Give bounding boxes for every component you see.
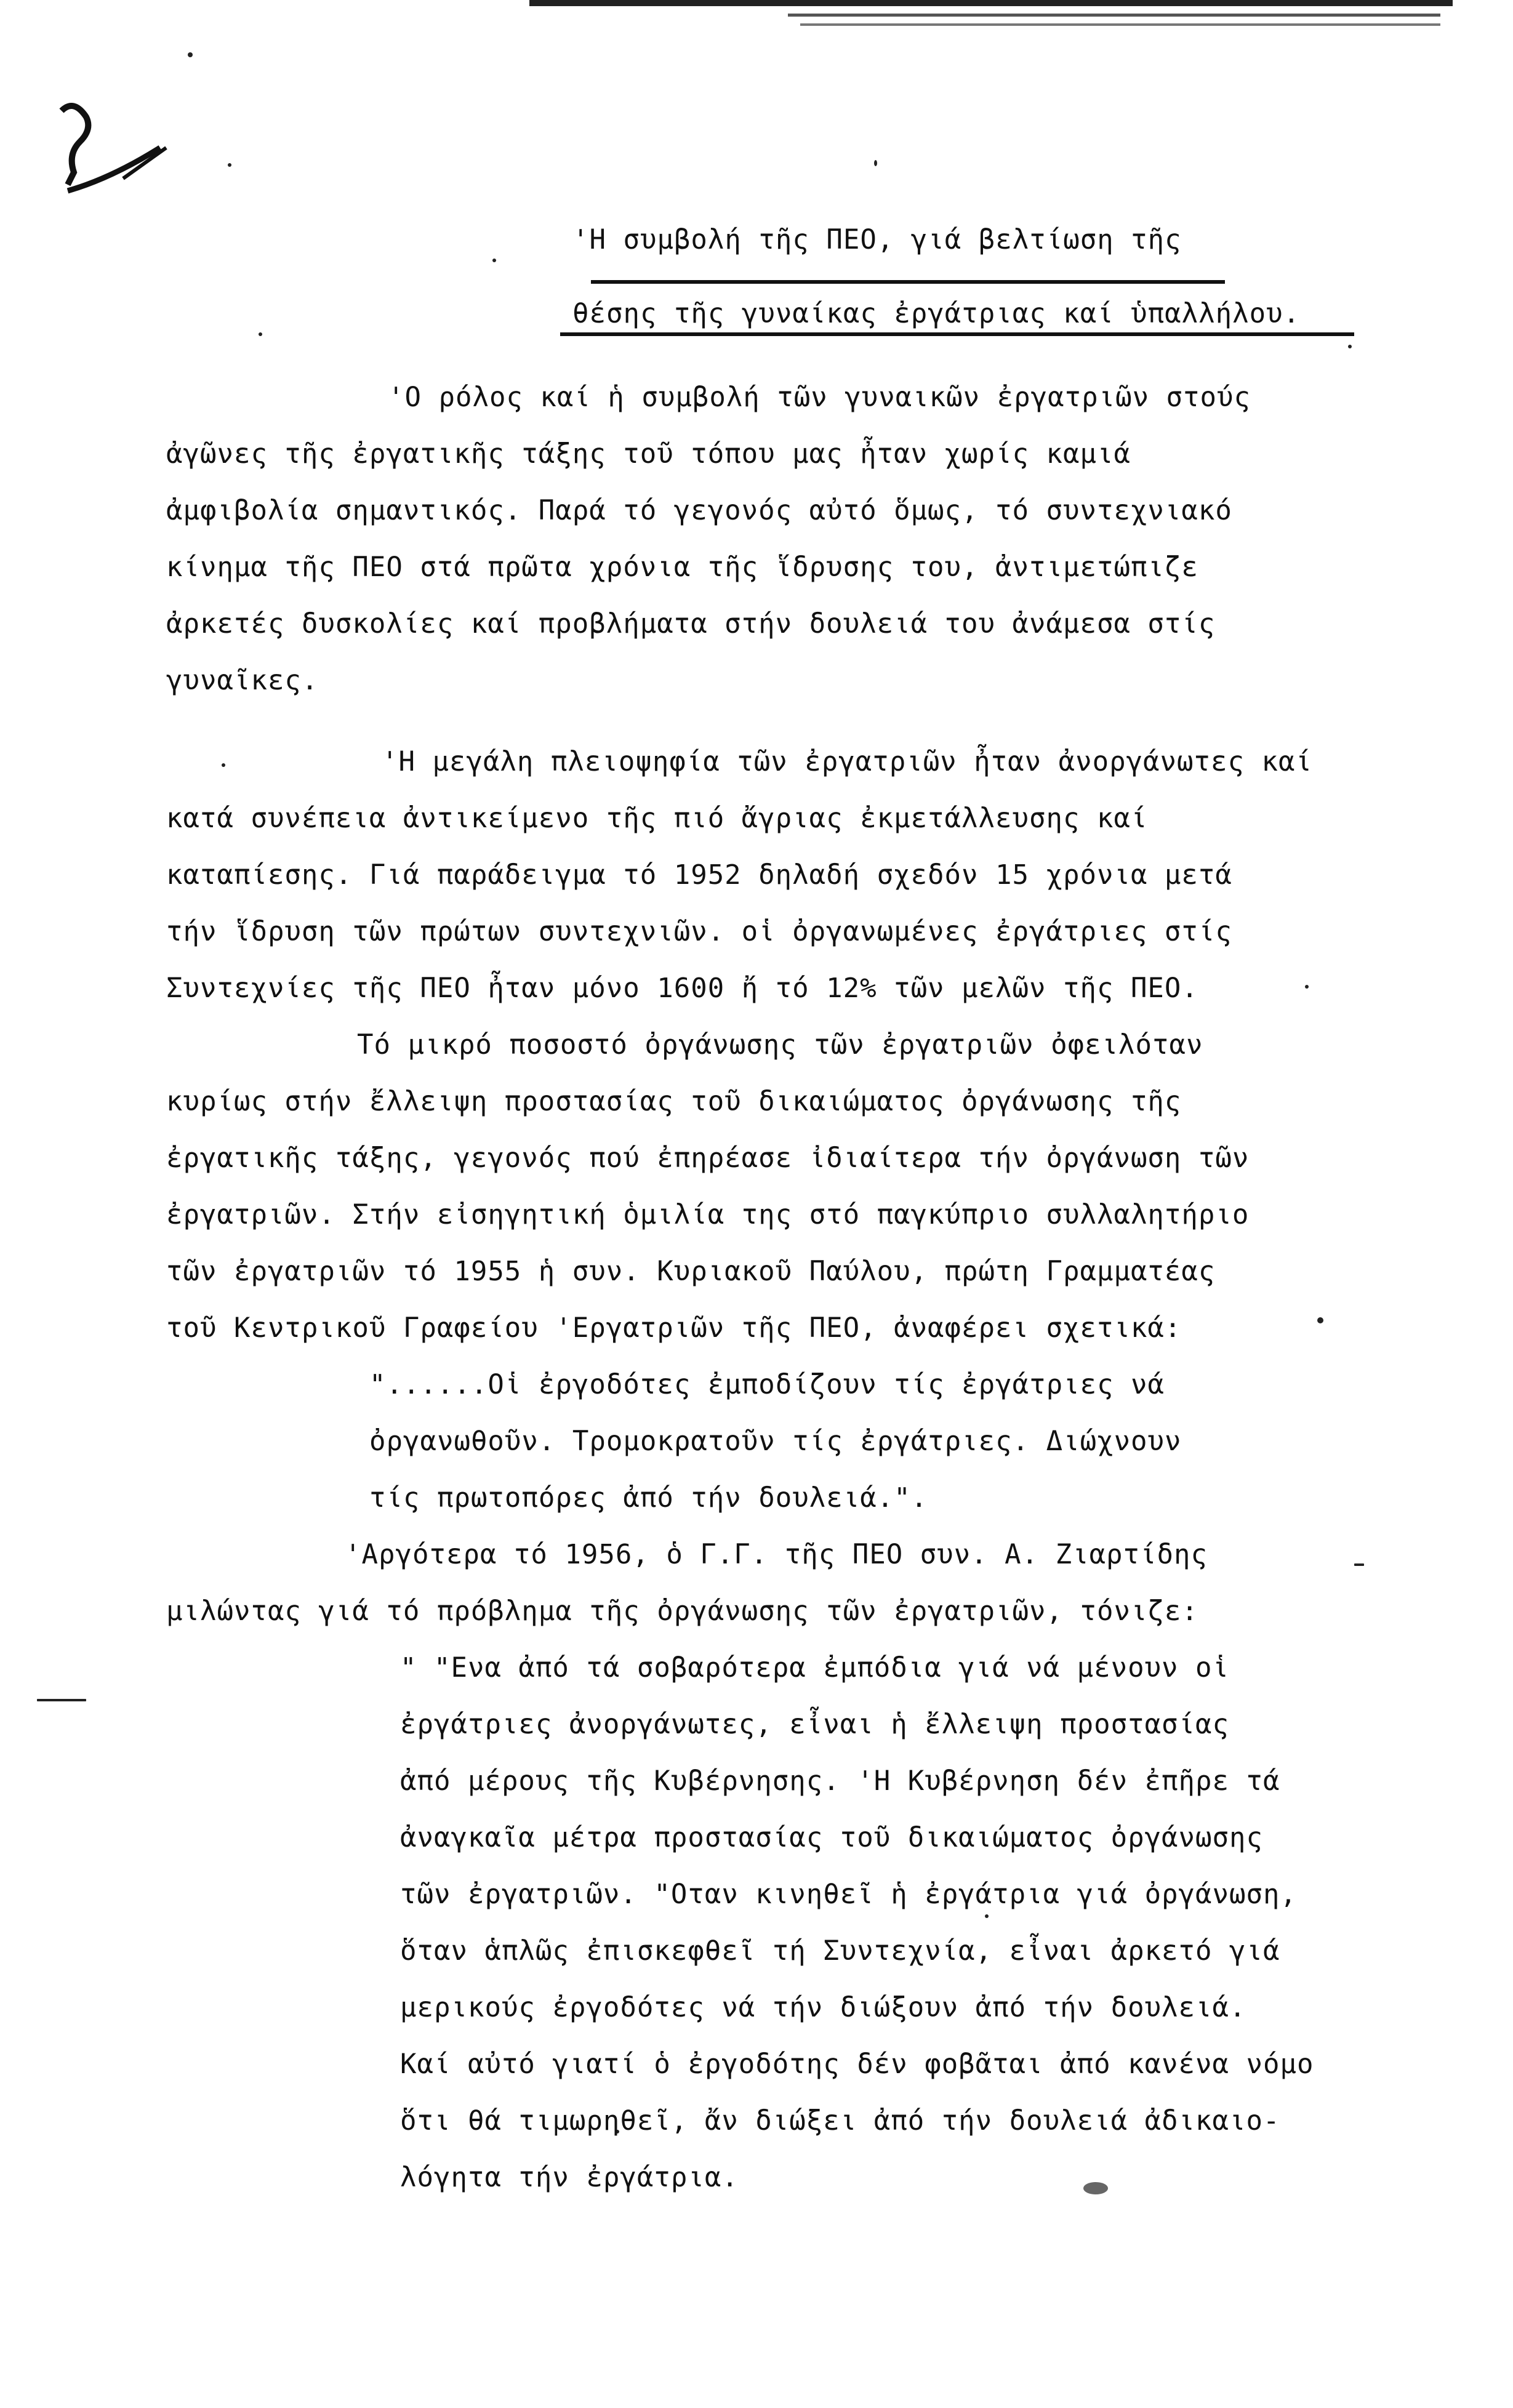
quote-line: ὅταν ἁπλῶς ἐπισκεφθεῖ τή Συντεχνία, εἶναι ἀρκετό γιά [400,1935,1280,1967]
text-line: μιλώντας γιά τό πρόβλημα τῆς ὀργάνωσης τῶν ἐργατριῶν, τόνιζε: [166,1595,1198,1627]
quote-line: ἐργάτριες ἀνοργάνωτες, εἶναι ἡ ἔλλειψη προστασίας [400,1709,1230,1740]
text-line: 'Αργότερα τό 1956, ὁ Γ.Γ. τῆς ΠΕΟ συν. Α. Ζιαρτίδης [345,1539,1208,1570]
scan-speck [228,163,231,167]
quote-line: ἀπό μέρους τῆς Κυβέρνησης. 'Η Κυβέρνηση δέν ἐπῆρε τά [400,1765,1280,1797]
text-line: ἀρκετές δυσκολίες καί προβλήματα στήν δουλειά του ἀνάμεσα στίς [166,608,1216,640]
text-line: καταπίεσης. Γιά παράδειγμα τό 1952 δηλαδή σχεδόν 15 χρόνια μετά [166,859,1232,891]
scan-edge-bar [529,0,1453,6]
block-quote-2 [166,1640,1397,2206]
title-line-1: 'Η συμβολή τῆς ΠΕΟ, γιά βελτίωση τῆς [572,224,1182,255]
scan-smudge-mark [49,86,172,209]
scan-edge-bar [800,23,1440,26]
scan-speck [492,259,496,262]
text-line: κατά συνέπεια ἀντικείμενο τῆς πιό ἄγριας ἐκμετάλλευσης καί [166,803,1148,834]
scan-edge-bar [788,14,1440,17]
quote-line: "......Οἱ ἐργοδότες ἐμποδίζουν τίς ἐργάτριες νά [369,1369,1165,1400]
text-line: τήν ἵδρυση τῶν πρώτων συντεχνιῶν. οἱ ὀργανωμένες ἐργάτριες στίς [166,916,1232,947]
quote-line: Καί αὐτό γιατί ὁ ἐργοδότης δέν φοβᾶται ἀπό κανένα νόμο [400,2049,1314,2080]
quote-line: ὅτι θά τιμωρηθεῖ, ἄν διώξει ἀπό τήν δουλειά ἀδικαιο- [400,2105,1280,2137]
text-line: Τό μικρό ποσοστό ὀργάνωσης τῶν ἐργατριῶν ὀφειλόταν [357,1029,1203,1061]
quote-line: μερικούς ἐργοδότες νά τήν διώξουν ἀπό τήν δουλειά. [400,1992,1246,2023]
text-line: κυρίως στήν ἔλλειψη προστασίας τοῦ δικαιώματος ὀργάνωσης τῆς [166,1086,1182,1117]
text-line: 'Ο ρόλος καί ἡ συμβολή τῶν γυναικῶν ἐργατριῶν στούς [388,382,1251,413]
text-line: κίνημα τῆς ΠΕΟ στά πρῶτα χρόνια τῆς ἵδρυσης του, ἀντιμετώπιζε [166,552,1198,583]
scan-speck [259,332,262,336]
title-line-2: θέσης τῆς γυναίκας ἐργάτριας καί ὑπαλλήλου. [572,298,1301,329]
text-line: γυναῖκες. [166,665,319,696]
text-line: τοῦ Κεντρικοῦ Γραφείου 'Εργατριῶν τῆς ΠΕΟ, ἀναφέρει σχετικά: [166,1312,1182,1344]
text-line: ἀμφιβολία σημαντικός. Παρά τό γεγονός αὐτό ὅμως, τό συντεχνιακό [166,495,1232,526]
quote-line: " "Ενα ἀπό τά σοβαρότερα ἐμπόδια γιά νά μένουν οἱ [400,1652,1230,1684]
title-underline [591,280,1225,284]
quote-line: ἀναγκαῖα μέτρα προστασίας τοῦ δικαιώματος ὀργάνωσης [400,1822,1264,1853]
quote-line: ὀργανωθοῦν. Τρομοκρατοῦν τίς ἐργάτριες. Διώχνουν [369,1426,1182,1457]
text-line: τῶν ἐργατριῶν τό 1955 ἡ συν. Κυριακοῦ Παύλου, πρώτη Γραμματέας [166,1256,1216,1287]
document-body [166,369,1397,2206]
block-quote-1 [166,1357,1397,1527]
title-underline [560,332,1354,336]
paragraph-4 [166,1527,1397,1640]
quote-line: τῶν ἐργατριῶν. "Οταν κινηθεῖ ἡ ἐργάτρια γιά ὀργάνωση, [400,1879,1297,1910]
scan-speck [874,160,877,166]
text-line: ἀγῶνες τῆς ἐργατικῆς τάξης τοῦ τόπου μας ἦταν χωρίς καμιά [166,438,1131,470]
paragraph-2 [166,734,1397,1017]
quote-line: λόγητα τήν ἐργάτρια. [400,2162,739,2193]
text-line: 'Η μεγάλη πλειοψηφία τῶν ἐργατριῶν ἦταν ἀνοργάνωτες καί [382,746,1312,777]
text-line: ἐργατριῶν. Στήν εἰσηγητική ὁμιλία της στό παγκύπριο συλλαλητήριο [166,1199,1250,1230]
text-line: ἐργατικῆς τάξης, γεγονός πού ἐπηρέασε ἰδιαίτερα τήν ὀργάνωση τῶν [166,1142,1250,1174]
paragraph-1 [166,369,1397,709]
scan-speck [37,1699,86,1701]
text-line: Συντεχνίες τῆς ΠΕΟ ἦταν μόνο 1600 ἤ τό 12% τῶν μελῶν τῆς ΠΕΟ. [166,973,1198,1004]
quote-line: τίς πρωτοπόρες ἀπό τήν δουλειά.". [369,1482,928,1514]
document-title [572,203,1373,351]
paragraph-3 [166,1017,1397,1357]
scan-speck [188,52,193,57]
